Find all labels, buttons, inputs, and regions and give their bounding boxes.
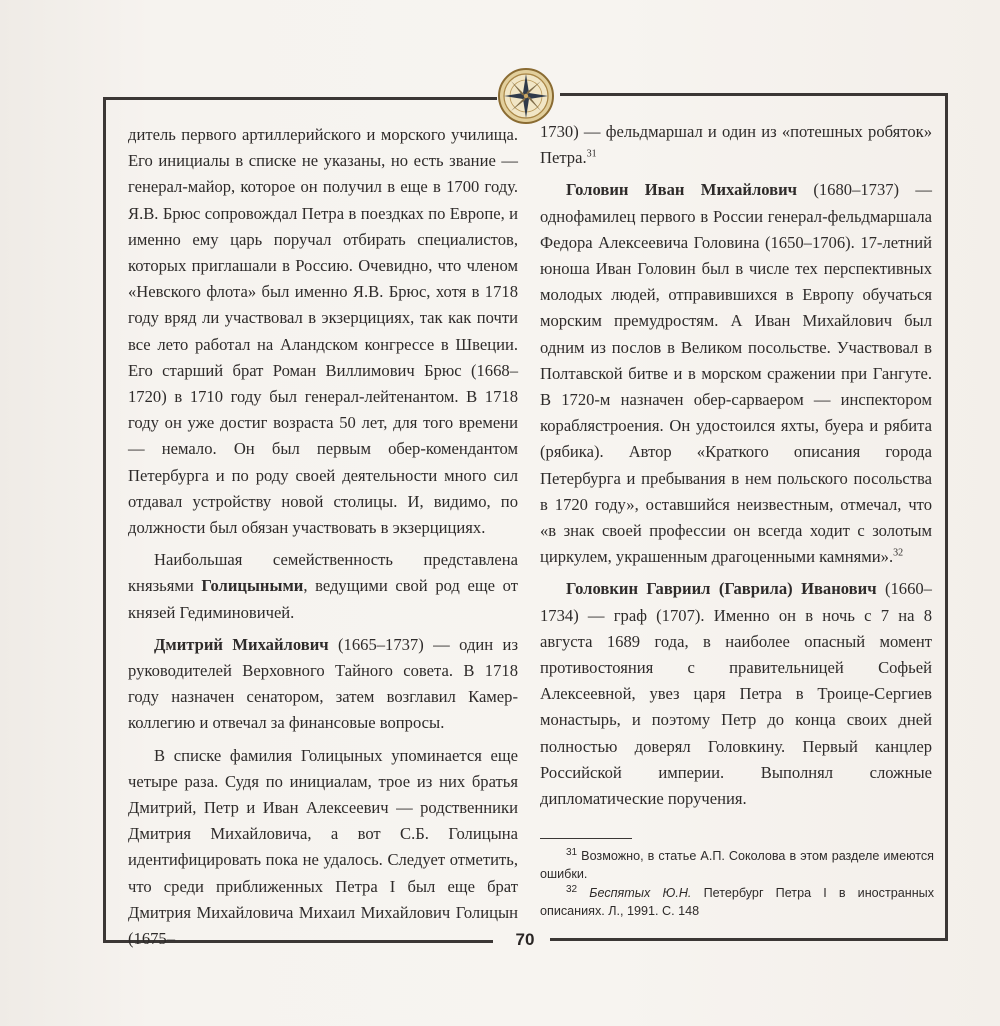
page-number: 70 (515, 930, 535, 949)
frame-top-right-line (560, 93, 948, 96)
footnote-ref: 32 (893, 547, 904, 559)
bold-name: Головкин Гавриил (Гаврила) Иванович (566, 579, 877, 599)
paragraph: Дмитрий Михайлович (1665–1737) — один из руководителей Верховного Тайного совета. В 1718 году назначен сенатором, затем возглавил Камер-коллегию и отвечал за финансовые вопросы. (128, 634, 518, 733)
paragraph: Головин Иван Михайлович (1680–1737) — однофамилец первого в России генерал-фельдмаршала Федора Алексеевича Головина (1650–1706). 17-летний юноша Иван Головин был в числе тех перспективных молодых людей, отправившихся в Европу обучаться морским премудростям. А Иван Михайлович был одним из послов в Великом посольстве. Участвовал в Полтавской битве и в морском сражении при Гангуте. В 1720-м назначен обер-сарваером — инспектором кораблястроения. Он удостоился яхты, буера и рябита (рябика). Автор «Краткого описания города Петербурга и пребывания в нем польского посольства в 1720 году», оставшийся неизвестным, отмечал, что «в знак своей профессии он всегда ходит с золотым циркулем, украшенным драгоценными камнями».$^{32}$ (540, 180, 932, 567)
left-text-column (128, 122, 518, 952)
right-text-column (540, 119, 932, 812)
footnote-ref: 31 (586, 148, 597, 160)
footnote-32: $^{32}$ Беспятых Ю.Н. Петербург Петра I в иностранных описаниях. Л., 1991. С. 148 (540, 883, 934, 918)
footnote-31: $^{31}$ Возможно, в статье А.П. Соколова в этом разделе имеются ошибки. (540, 846, 934, 881)
footnote-divider (540, 838, 632, 839)
paragraph: дитель первого артиллерийского и морского училища. Его инициалы в списке не указаны, но есть звание — генерал-майор, которое он получил в еще в 1700 году. Я.В. Брюс сопровождал Петра в поездках по Европе, и именно ему царь поручал отбирать специалистов, которых приглашали в Россию. Очевидно, что членом «Невского флота» был именно Я.В. Брюс, хотя в 1718 году вряд ли участвовал в экзерцициях, так как почти все лето работал на Аландском конгрессе в Швеции. Его старший брат Роман Виллимович Брюс (1668–1720) в 1710 году был генерал-лейтенантом. В 1718 году он уже достиг возраста 50 лет, для того времени — немало. Он был первым обер-комендантом Петербурга и по роду своей деятельности много сил отдавал устройству новой столицы. И, видимо, по должности был обязан участвовать в экзерцициях. (128, 125, 518, 538)
frame-top-left-line (103, 97, 497, 100)
footnotes (540, 848, 934, 922)
paragraph: 1730) — фельдмаршал и один из «потешных робяток» Петра.$^{31}$ (540, 122, 932, 168)
paragraph: Головкин Гавриил (Гаврила) Иванович (1660–1734) — граф (1707). Именно он в ночь с 7 на 8 августа 1689 года, в наиболее опасный момент противостояния с правительницей Софьей Алексеевной, увез царя Петра в Троице-Сергиев монастырь, и поэтому Петр до конца своих дней полностью доверял Головкину. Первый канцлер Российской империи. Выполнял сложные дипломатические поручения. (540, 579, 932, 809)
frame-left-line (103, 97, 106, 943)
bold-name: Голицыными (201, 576, 304, 596)
paragraph: В списке фамилия Голицыных упоминается еще четыре раза. Судя по инициалам, трое из них братья Дмитрий, Петр и Иван Алексеевич — родственники Дмитрия Михайловича, а вот С.Б. Голицына идентифицировать пока не удалось. Следует отметить, что среди приближенных Петра I был еще брат Дмитрия Михайловича Михаил Михайлович Голицын (1675– (128, 745, 518, 949)
compass-rose-icon (497, 67, 555, 125)
frame-right-line (945, 93, 948, 941)
frame-bottom-right-line (550, 938, 948, 941)
bold-name: Дмитрий Михайлович (154, 634, 329, 654)
paragraph: Наибольшая семейственность представлена князьями Голицыными, ведущими свой род еще от князей Гедиминовичей. (128, 550, 518, 622)
bold-name: Головин Иван Михайлович (566, 180, 798, 200)
